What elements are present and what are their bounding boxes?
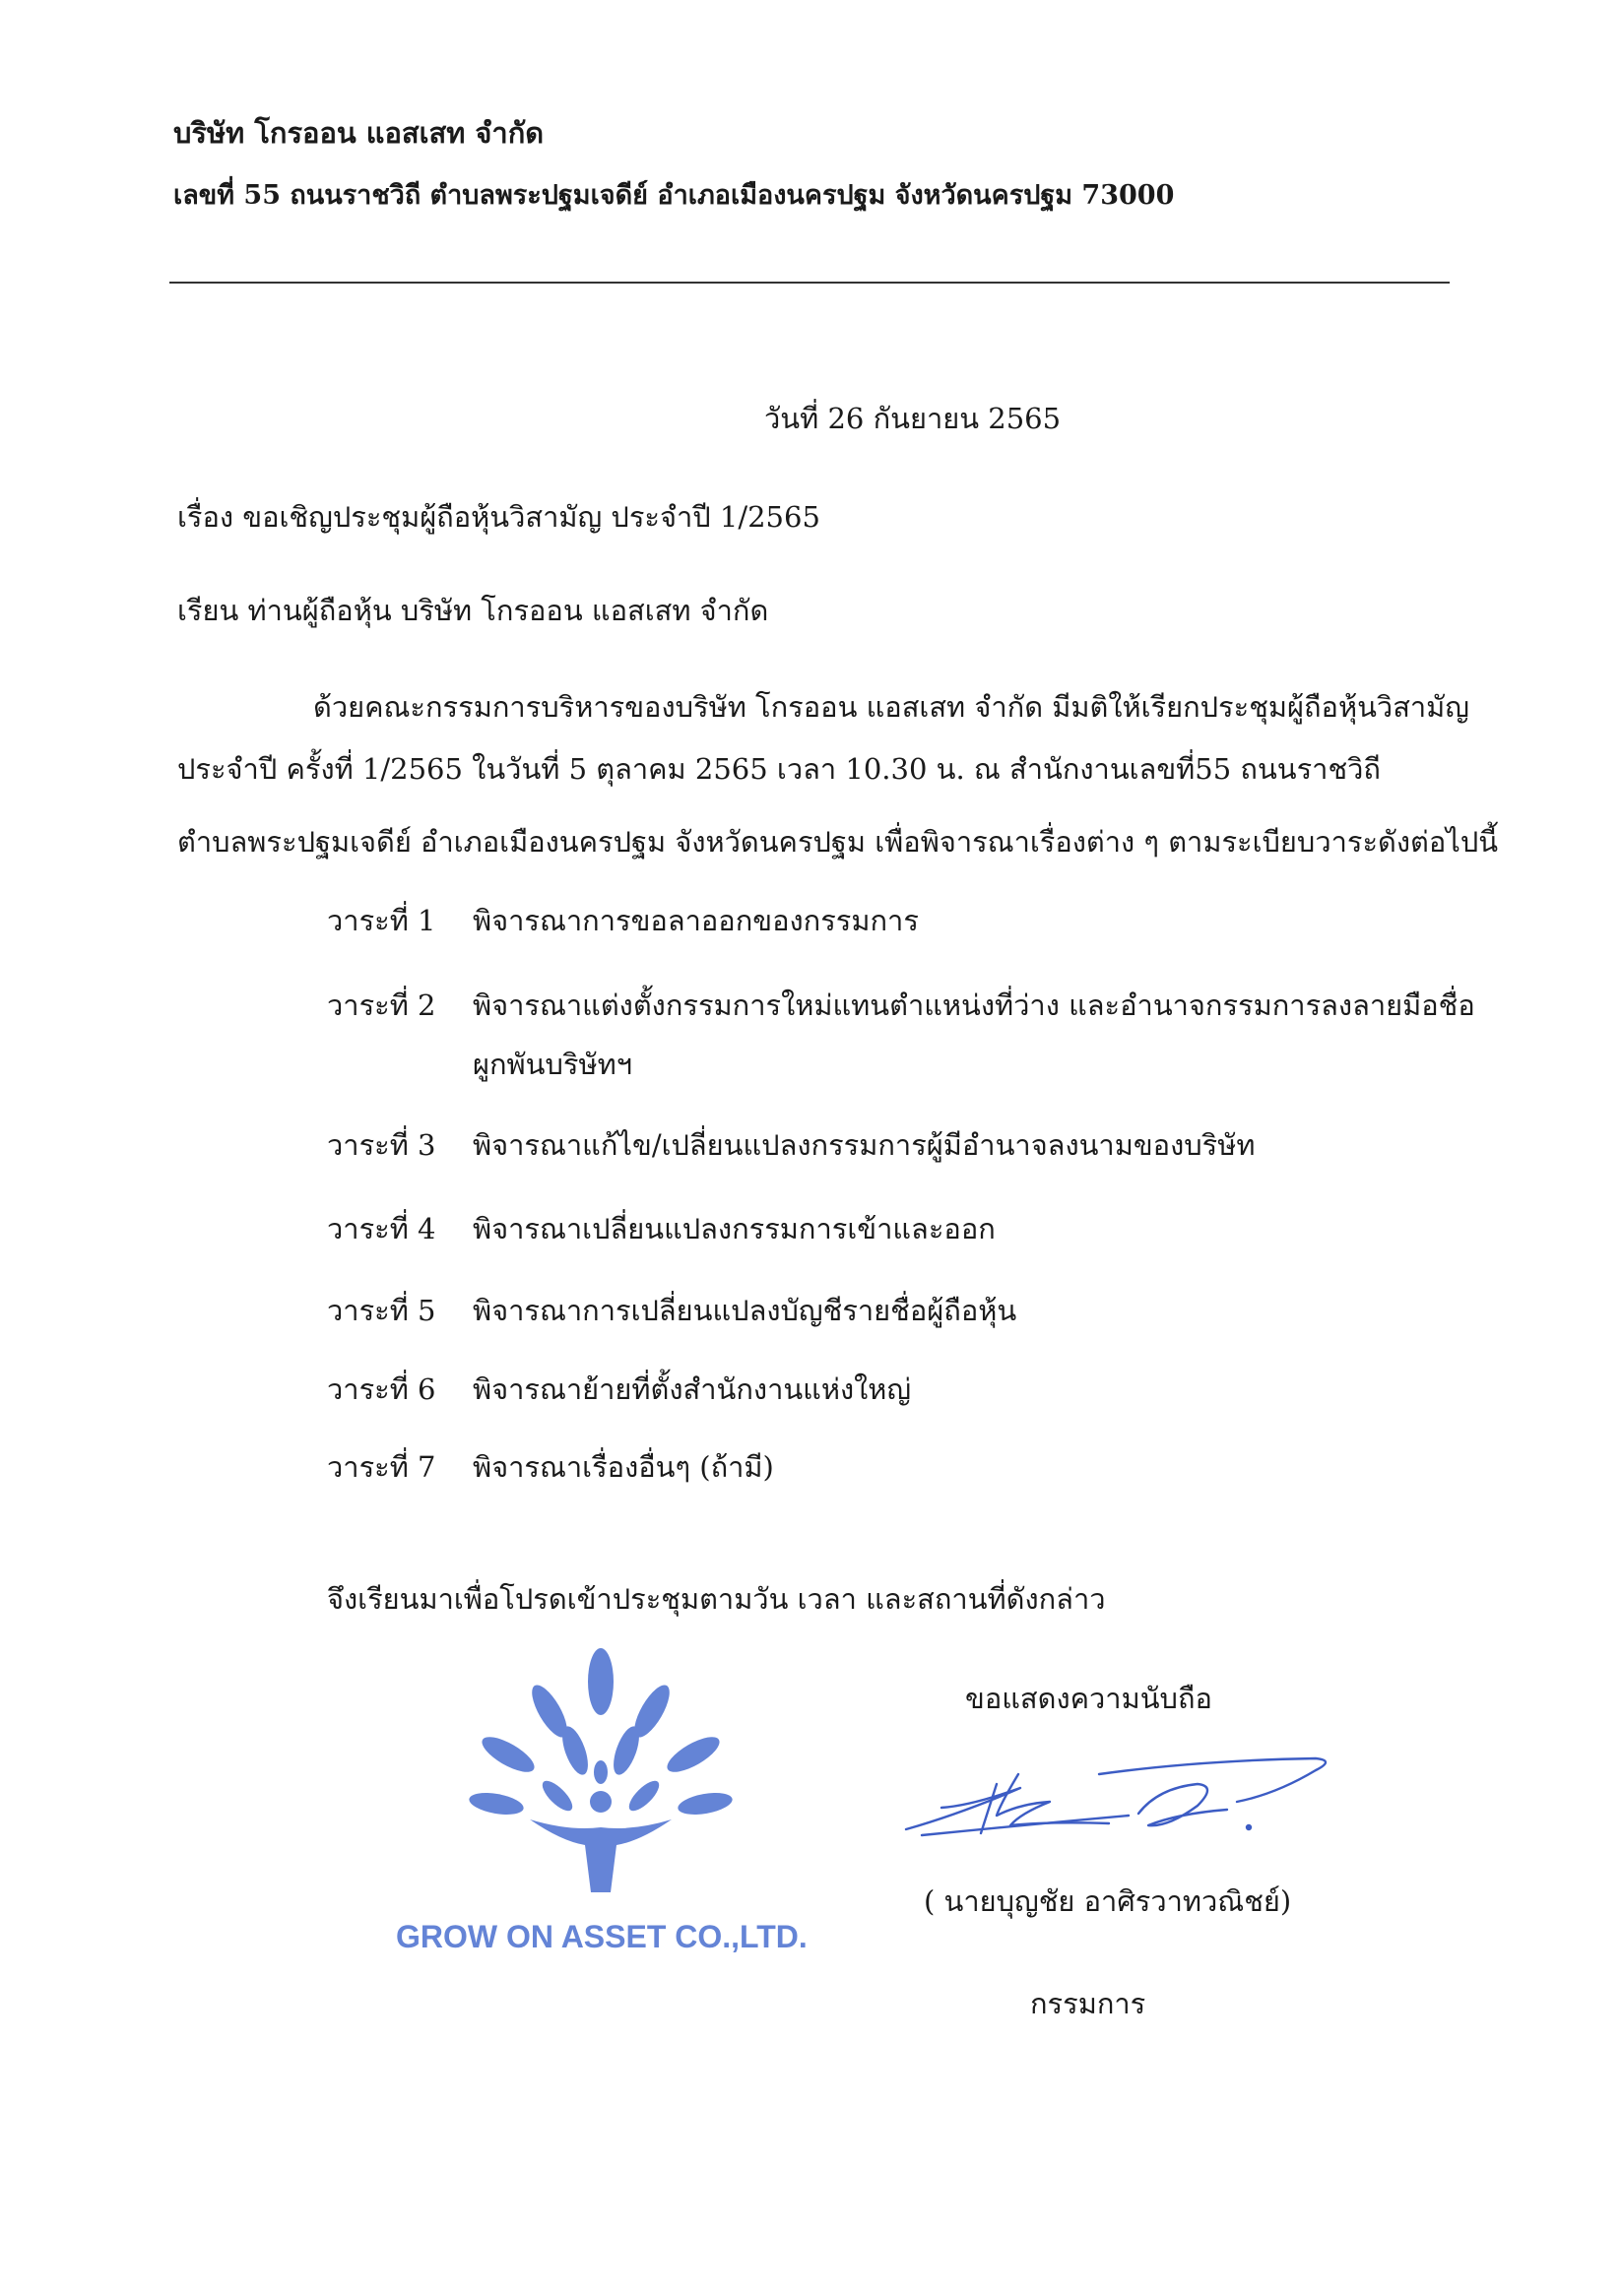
agenda-label-2: วาระที่ 2 [327, 989, 436, 1022]
company-name: บริษัท โกรออน แอสเสท จำกัด [173, 116, 545, 150]
agenda-label-5: วาระที่ 5 [327, 1294, 436, 1327]
agenda-text-2: พิจารณาแต่งตั้งกรรมการใหม่แทนตำแหน่งที่ว่าง และอำนาจกรรมการลงลายมือชื่อ [473, 989, 1475, 1022]
tree-logo-icon [382, 1634, 835, 1969]
body-paragraph-line: ด้วยคณะกรรมการบริหารของบริษัท โกรออน แอสเสท จำกัด มีมติให้เรียกประชุมผู้ถือหุ้นวิสามัญ [313, 690, 1470, 724]
signer-title: กรรมการ [1030, 1987, 1146, 2020]
document-date: วันที่ 26 กันยายน 2565 [764, 402, 1062, 435]
closing-line: จึงเรียนมาเพื่อโปรดเข้าประชุมตามวัน เวลา และสถานที่ดังกล่าว [327, 1582, 1106, 1616]
agenda-text-7: พิจารณาเรื่องอื่นๆ (ถ้ามี) [473, 1450, 774, 1484]
agenda-label-6: วาระที่ 6 [327, 1372, 436, 1406]
company-stamp [382, 1634, 835, 1969]
agenda-text-4: พิจารณาเปลี่ยนแปลงกรรมการเข้าและออก [473, 1212, 996, 1245]
agenda-text-3: พิจารณาแก้ไข/เปลี่ยนแปลงกรรมการผู้มีอำนาจลงนามของบริษัท [473, 1128, 1256, 1162]
subject-line: เรื่อง ขอเชิญประชุมผู้ถือหุ้นวิสามัญ ประจำปี 1/2565 [177, 500, 820, 534]
agenda-label-7: วาระที่ 7 [327, 1450, 436, 1484]
agenda-label-4: วาระที่ 4 [327, 1212, 436, 1245]
agenda-label-3: วาระที่ 3 [327, 1128, 436, 1162]
body-paragraph-line: ตำบลพระปฐมเจดีย์ อำเภอเมืองนครปฐม จังหวัดนครปฐม เพื่อพิจารณาเรื่องต่าง ๆ ตามระเบียบวาระดังต่อไปนี้ [177, 825, 1499, 859]
header-divider [169, 282, 1450, 284]
body-paragraph-line: ประจำปี ครั้งที่ 1/2565 ในวันที่ 5 ตุลาคม 2565 เวลา 10.30 น. ณ สำนักงานเลขที่55 ถนนราชวิถี [177, 752, 1381, 786]
signature [902, 1745, 1335, 1853]
agenda-text-5: พิจารณาการเปลี่ยนแปลงบัญชีรายชื่อผู้ถือหุ้น [473, 1294, 1017, 1327]
agenda-text-2-continued: ผูกพันบริษัทฯ [473, 1048, 632, 1081]
recipient-line: เรียน ท่านผู้ถือหุ้น บริษัท โกรออน แอสเสท จำกัด [177, 594, 769, 627]
signature-icon [902, 1745, 1335, 1853]
company-address: เลขที่ 55 ถนนราชวิถี ตำบลพระปฐมเจดีย์ อำเภอเมืองนครปฐม จังหวัดนครปฐม 73000 [173, 180, 1175, 211]
signer-name: ( นายบุญชัย อาศิรวาทวณิชย์) [924, 1884, 1292, 1918]
agenda-label-1: วาระที่ 1 [327, 904, 436, 937]
agenda-text-6: พิจารณาย้ายที่ตั้งสำนักงานแห่งใหญ่ [473, 1372, 912, 1406]
stamp-text: GROW ON ASSET CO.,LTD. [396, 1919, 808, 1954]
regards-line: ขอแสดงความนับถือ [965, 1682, 1212, 1715]
agenda-text-1: พิจารณาการขอลาออกของกรรมการ [473, 904, 919, 937]
